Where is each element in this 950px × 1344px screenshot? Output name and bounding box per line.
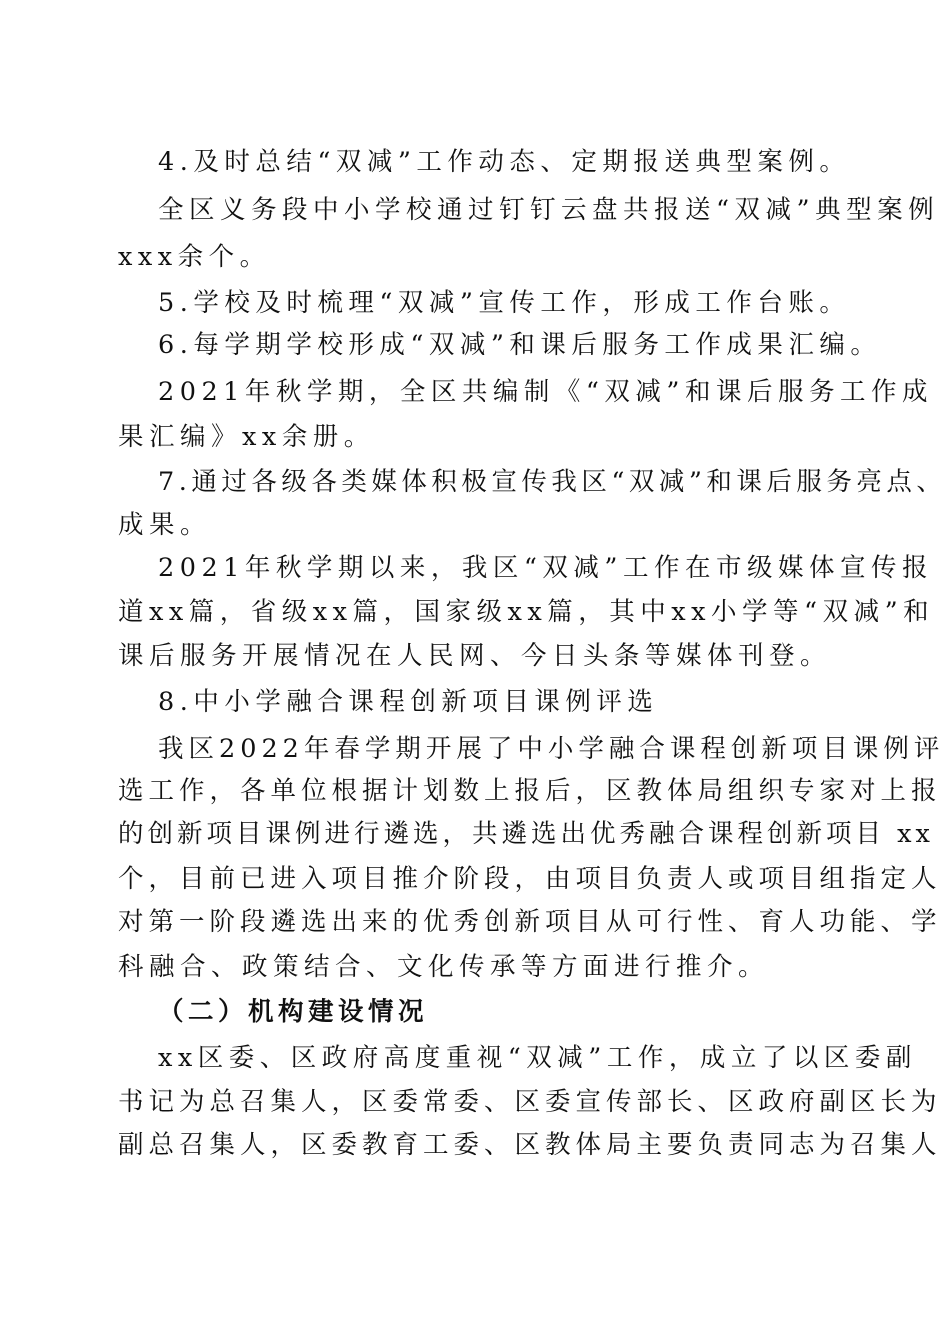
paragraph-line-9: 成果。 xyxy=(118,510,212,540)
paragraph-line-6: 2021年秋学期，全区共编制《“双减”和课后服务工作成 xyxy=(158,377,933,407)
paragraph-line-17: 个，目前已进入项目推介阶段，由项目负责人或项目组指定人 xyxy=(118,864,942,894)
paragraph-line-16: 的创新项目课例进行遴选，共遴选出优秀融合课程创新项目 xx xyxy=(118,819,934,849)
paragraph-line-5: 6.每学期学校形成“双减”和课后服务工作成果汇编。 xyxy=(158,330,882,360)
paragraph-line-22: 书记为总召集人，区委常委、区委宣传部长、区政府副区长为 xyxy=(118,1087,942,1117)
section-heading: （二）机构建设情况 xyxy=(158,997,429,1027)
paragraph-line-10: 2021年秋学期以来，我区“双减”工作在市级媒体宣传报 xyxy=(158,553,933,583)
paragraph-line-3: xxx余个。 xyxy=(118,242,271,272)
paragraph-line-8: 7.通过各级各类媒体积极宣传我区“双减”和课后服务亮点、 xyxy=(158,467,947,497)
paragraph-line-4: 5.学校及时梳理“双减”宣传工作，形成工作台账。 xyxy=(158,288,851,318)
paragraph-line-11: 道xx篇，省级xx篇，国家级xx篇，其中xx小学等“双减”和 xyxy=(118,597,935,627)
paragraph-line-2: 全区义务段中小学校通过钉钉云盘共报送“双减”典型案例 xyxy=(158,195,940,225)
paragraph-line-14: 我区2022年春学期开展了中小学融合课程创新项目课例评 xyxy=(158,734,945,764)
paragraph-line-19: 科融合、政策结合、文化传承等方面进行推介。 xyxy=(118,952,770,982)
paragraph-line-23: 副总召集人，区委教育工委、区教体局主要负责同志为召集人 xyxy=(118,1130,942,1160)
paragraph-line-15: 选工作，各单位根据计划数上报后，区教体局组织专家对上报 xyxy=(118,776,942,806)
paragraph-line-21: xx区委、区政府高度重视“双减”工作，成立了以区委副 xyxy=(158,1043,917,1073)
paragraph-line-18: 对第一阶段遴选出来的优秀创新项目从可行性、育人功能、学 xyxy=(118,907,942,937)
paragraph-line-7: 果汇编》xx余册。 xyxy=(118,422,375,452)
paragraph-line-12: 课后服务开展情况在人民网、今日头条等媒体刊登。 xyxy=(118,641,832,671)
paragraph-line-1: 4.及时总结“双减”工作动态、定期报送典型案例。 xyxy=(158,147,851,177)
paragraph-line-13: 8.中小学融合课程创新项目课例评选 xyxy=(158,687,659,717)
